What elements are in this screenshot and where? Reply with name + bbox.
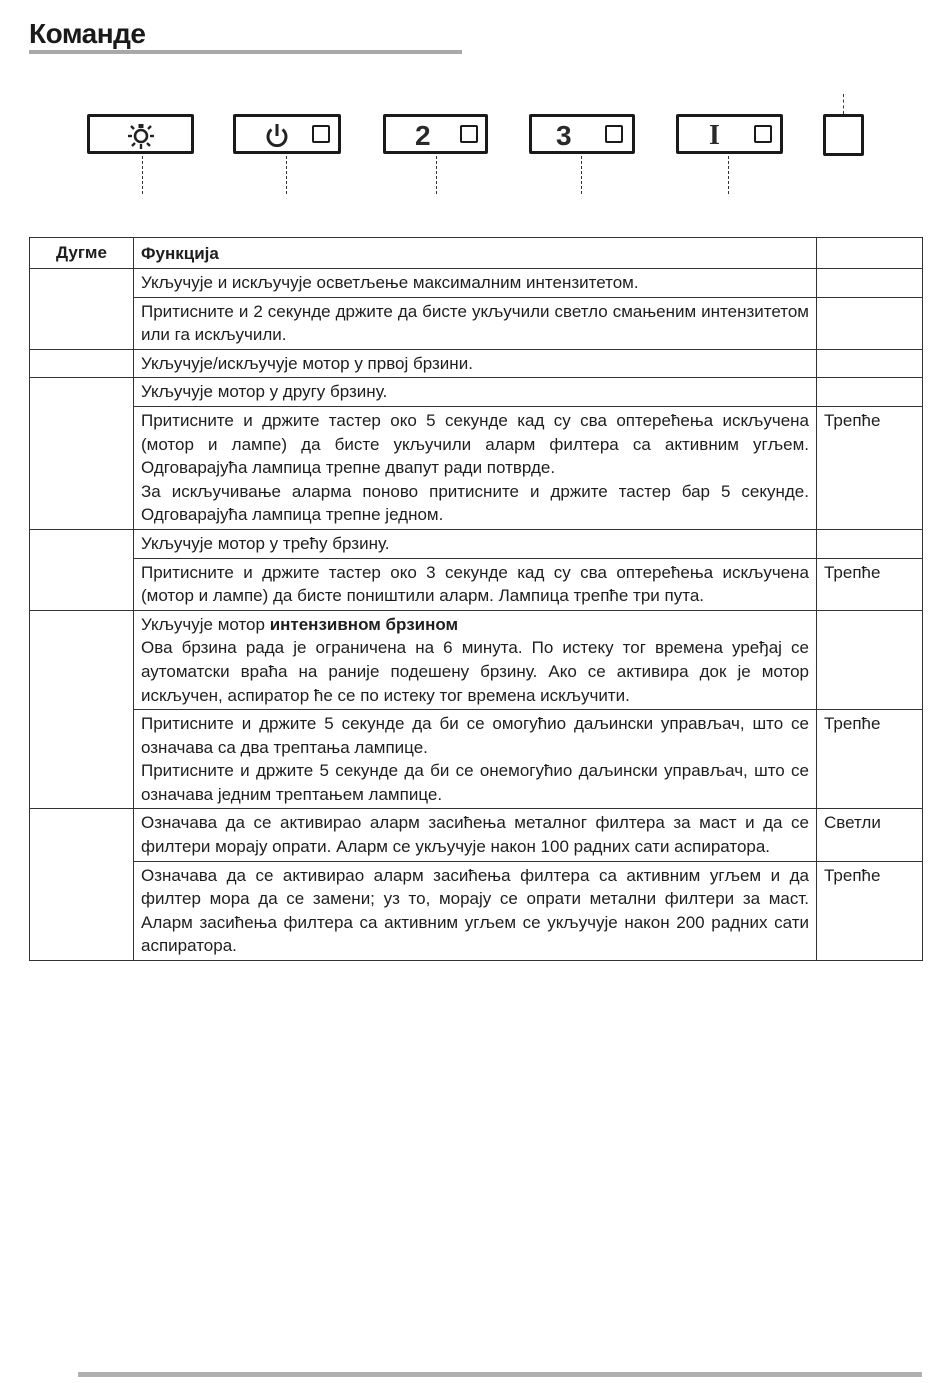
function-paragraph: Притисните и држите 5 секунде да би се омогућио даљински управљач, што се означава са два трептања лампице. xyxy=(141,714,809,757)
table-row xyxy=(30,610,923,709)
function-cell: Означава да се активирао аларм засићења металног филтера за маст и да се филтери морају опрати. Аларм се укључује након 100 радних сати аспиратора. xyxy=(134,809,817,861)
function-paragraph: Притисните и држите тастер око 5 секунде кад су сва оптерећења искључена (мотор и лампе) да бисте укључили аларм филтера са активним угљем. Одговарајућа лампица трепне двапут ради потврде. xyxy=(141,410,809,478)
function-cell xyxy=(134,406,817,529)
speed-3-led-indicator xyxy=(605,125,623,143)
function-paragraph: Притисните и држите 5 секунде да би се онемогућио даљински управљач, што се означава једним трептањем лампице. xyxy=(141,761,809,804)
speed-2-led-indicator xyxy=(460,125,478,143)
status-cell xyxy=(817,529,923,558)
status-cell: Светли xyxy=(817,809,923,861)
filter-led-leader xyxy=(843,94,844,114)
table-header-row xyxy=(30,238,923,269)
header-status xyxy=(817,238,923,269)
speed-2-button[interactable] xyxy=(383,114,488,154)
speed-2-label: 2 xyxy=(415,120,431,151)
function-cell xyxy=(134,610,817,709)
speed-3-label: 3 xyxy=(556,120,572,151)
function-paragraph: Ова брзина рада је ограничена на 6 минута. По истеку тог времена уређај се аутоматски враћа на раније подешену брзину. Ако се активира док је мотор искључен, аспиратор ће се по истеку тог времена искључити. xyxy=(141,638,809,705)
table-row xyxy=(30,861,923,960)
status-cell: Трепће xyxy=(817,558,923,610)
function-cell: Укључује и искључује осветљење максималним интензитетом. xyxy=(134,269,817,298)
status-cell: Трепће xyxy=(817,710,923,809)
header-function: Функција xyxy=(134,238,817,269)
table-row xyxy=(30,558,923,610)
intensive-speed-label: I xyxy=(709,120,720,151)
status-cell xyxy=(817,610,923,709)
status-cell xyxy=(817,269,923,298)
light-bulb-icon xyxy=(127,121,155,149)
table-row xyxy=(30,269,923,298)
function-paragraph: За искључивање аларма поново притисните и држите тастер бар 5 секунде. Одговарајућа лампица трепне једном. xyxy=(141,481,809,525)
control-panel-diagram xyxy=(0,85,950,200)
status-cell: Трепће xyxy=(817,861,923,960)
intensive-speed-button[interactable] xyxy=(676,114,783,154)
speed-3-button[interactable] xyxy=(529,114,635,154)
page-title: Команде xyxy=(29,18,146,49)
power-icon xyxy=(264,123,290,149)
filter-alarm-led-icon xyxy=(823,114,864,156)
commands-table xyxy=(29,237,923,961)
function-cell: Укључује мотор у другу брзину. xyxy=(134,378,817,407)
function-heading: Укључује мотор интензивном брзином xyxy=(141,614,459,634)
header-button: Дугме xyxy=(30,238,134,269)
light-button-leader xyxy=(142,156,143,194)
button-cell-speed-2 xyxy=(30,378,134,530)
function-cell xyxy=(134,710,817,809)
function-cell: Притисните и 2 секунде држите да бисте укључили светло смањеним интензитетом или га искључили. xyxy=(134,297,817,349)
table-row xyxy=(30,297,923,349)
footer-rule xyxy=(78,1372,922,1377)
speed-2-button-leader xyxy=(436,156,437,194)
table-row xyxy=(30,809,923,861)
status-cell: Трепће xyxy=(817,406,923,529)
table-row xyxy=(30,710,923,809)
speed-3-button-leader xyxy=(581,156,582,194)
power-led-indicator xyxy=(312,125,330,143)
light-button[interactable] xyxy=(87,114,194,154)
button-cell-intensive xyxy=(30,610,134,809)
intensive-led-indicator xyxy=(754,125,772,143)
status-cell xyxy=(817,349,923,378)
status-cell xyxy=(817,378,923,407)
function-cell: Укључује/искључује мотор у првој брзини. xyxy=(134,349,817,378)
intensive-speed-emphasis: интензивном брзином xyxy=(269,614,459,634)
table-row xyxy=(30,349,923,378)
table-row xyxy=(30,529,923,558)
status-cell xyxy=(817,297,923,349)
intensive-button-leader xyxy=(728,156,729,194)
function-cell: Означава да се активирао аларм засићења филтера са активним угљем и да филтер мора да се замени; уз то, морају се опрати метални филтери за маст. Аларм засићења филтера са активним угљем се укључује након 200 радних сати аспиратора. xyxy=(134,861,817,960)
function-cell: Притисните и држите тастер око 3 секунде кад су сва оптерећења искључена (мотор и лампе) да бисте поништили аларм. Лампица трепће три пута. xyxy=(134,558,817,610)
table-row xyxy=(30,406,923,529)
power-button[interactable] xyxy=(233,114,341,154)
button-cell-light xyxy=(30,269,134,350)
table-row xyxy=(30,378,923,407)
button-cell-filter-led xyxy=(30,809,134,961)
power-button-leader xyxy=(286,156,287,194)
title-underline xyxy=(29,50,462,54)
button-cell-speed-3 xyxy=(30,529,134,610)
function-cell: Укључује мотор у трећу брзину. xyxy=(134,529,817,558)
button-cell-power xyxy=(30,349,134,378)
